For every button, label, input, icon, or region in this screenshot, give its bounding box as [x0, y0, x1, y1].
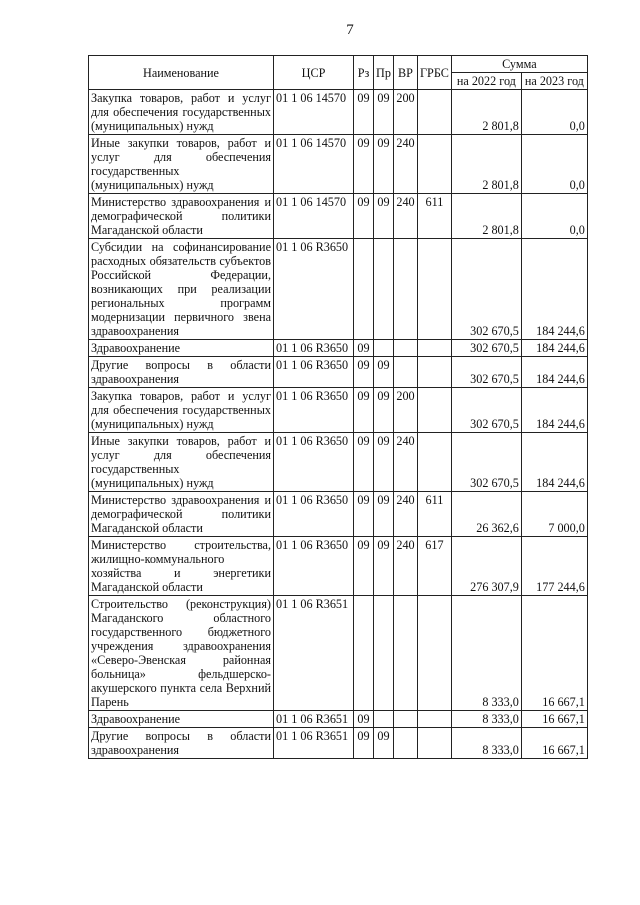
cell-amount-2023: 184 244,6 [521, 433, 587, 492]
cell-name: Строительство (реконструкция) Магаданского областного государственного бюджетного учреждения здравоохранения «Северо-Эвенская районная больница» фельдшерско-акушерского пункта села Верхний Парень [89, 596, 274, 711]
cell-rz: 09 [354, 135, 374, 194]
cell-amount-2022: 8 333,0 [451, 728, 521, 759]
cell-grbs: 611 [418, 194, 452, 239]
cell-amount-2022: 8 333,0 [451, 596, 521, 711]
cell-vr: 240 [394, 135, 418, 194]
cell-amount-2022: 2 801,8 [451, 135, 521, 194]
cell-rz: 09 [354, 433, 374, 492]
cell-amount-2023: 16 667,1 [521, 728, 587, 759]
cell-amount-2022: 26 362,6 [451, 492, 521, 537]
cell-pr [374, 596, 394, 711]
cell-amount-2022: 302 670,5 [451, 239, 521, 340]
cell-grbs [418, 596, 452, 711]
cell-rz: 09 [354, 357, 374, 388]
cell-rz: 09 [354, 711, 374, 728]
header-pr: Пр [374, 56, 394, 90]
cell-name: Закупка товаров, работ и услуг для обеспечения государственных (муниципальных) нужд [89, 388, 274, 433]
table-row [89, 90, 588, 135]
cell-name: Министерство здравоохранения и демографической политики Магаданской области [89, 194, 274, 239]
cell-rz: 09 [354, 537, 374, 596]
table-row [89, 357, 588, 388]
table-row [89, 194, 588, 239]
cell-vr: 240 [394, 433, 418, 492]
cell-rz: 09 [354, 492, 374, 537]
cell-name: Здравоохранение [89, 340, 274, 357]
cell-vr: 200 [394, 90, 418, 135]
cell-amount-2022: 8 333,0 [451, 711, 521, 728]
table-header [89, 56, 588, 90]
cell-grbs [418, 388, 452, 433]
header-grbs: ГРБС [418, 56, 452, 90]
cell-amount-2023: 7 000,0 [521, 492, 587, 537]
table-row [89, 135, 588, 194]
cell-csr: 01 1 06 R3650 [274, 340, 354, 357]
page-number: 7 [346, 22, 354, 38]
cell-pr: 09 [374, 90, 394, 135]
cell-amount-2022: 302 670,5 [451, 340, 521, 357]
cell-grbs: 611 [418, 492, 452, 537]
header-rz: Рз [354, 56, 374, 90]
cell-rz: 09 [354, 340, 374, 357]
cell-vr [394, 728, 418, 759]
cell-pr: 09 [374, 388, 394, 433]
cell-amount-2022: 302 670,5 [451, 357, 521, 388]
cell-pr [374, 239, 394, 340]
cell-csr: 01 1 06 14570 [274, 135, 354, 194]
cell-grbs [418, 340, 452, 357]
table-row [89, 596, 588, 711]
cell-vr: 240 [394, 194, 418, 239]
header-year-2023: на 2023 год [521, 73, 587, 90]
table-row [89, 433, 588, 492]
cell-pr: 09 [374, 728, 394, 759]
cell-pr: 09 [374, 357, 394, 388]
cell-csr: 01 1 06 R3650 [274, 357, 354, 388]
cell-name: Министерство строительства, жилищно-коммунального хозяйства и энергетики Магаданской области [89, 537, 274, 596]
cell-pr: 09 [374, 492, 394, 537]
cell-amount-2023: 0,0 [521, 90, 587, 135]
cell-amount-2023: 184 244,6 [521, 340, 587, 357]
cell-csr: 01 1 06 R3650 [274, 433, 354, 492]
cell-amount-2023: 184 244,6 [521, 239, 587, 340]
cell-amount-2023: 16 667,1 [521, 596, 587, 711]
cell-vr: 200 [394, 388, 418, 433]
header-sum: Сумма [451, 56, 587, 73]
cell-name: Министерство здравоохранения и демографической политики Магаданской области [89, 492, 274, 537]
cell-vr [394, 357, 418, 388]
cell-amount-2023: 184 244,6 [521, 388, 587, 433]
cell-vr [394, 596, 418, 711]
cell-amount-2023: 16 667,1 [521, 711, 587, 728]
table-body [89, 90, 588, 759]
cell-pr: 09 [374, 194, 394, 239]
cell-grbs [418, 728, 452, 759]
cell-csr: 01 1 06 R3650 [274, 537, 354, 596]
cell-csr: 01 1 06 14570 [274, 194, 354, 239]
cell-amount-2022: 2 801,8 [451, 90, 521, 135]
cell-vr [394, 711, 418, 728]
cell-csr: 01 1 06 R3651 [274, 711, 354, 728]
cell-vr: 240 [394, 492, 418, 537]
cell-rz: 09 [354, 728, 374, 759]
cell-amount-2023: 184 244,6 [521, 357, 587, 388]
table-row [89, 537, 588, 596]
cell-pr: 09 [374, 135, 394, 194]
cell-name: Здравоохранение [89, 711, 274, 728]
cell-name: Другие вопросы в области здравоохранения [89, 357, 274, 388]
cell-grbs [418, 711, 452, 728]
header-name: Наименование [89, 56, 274, 90]
table-row [89, 711, 588, 728]
cell-csr: 01 1 06 R3650 [274, 239, 354, 340]
cell-amount-2022: 302 670,5 [451, 388, 521, 433]
table-row [89, 388, 588, 433]
cell-pr [374, 340, 394, 357]
cell-grbs [418, 433, 452, 492]
table-row [89, 239, 588, 340]
cell-amount-2023: 177 244,6 [521, 537, 587, 596]
header-vr: ВР [394, 56, 418, 90]
header-year-2022: на 2022 год [451, 73, 521, 90]
cell-pr: 09 [374, 433, 394, 492]
cell-name: Закупка товаров, работ и услуг для обеспечения государственных (муниципальных) нужд [89, 90, 274, 135]
cell-amount-2023: 0,0 [521, 194, 587, 239]
header-csr: ЦСР [274, 56, 354, 90]
cell-csr: 01 1 06 R3651 [274, 596, 354, 711]
cell-grbs [418, 90, 452, 135]
table-row [89, 340, 588, 357]
cell-csr: 01 1 06 R3651 [274, 728, 354, 759]
cell-csr: 01 1 06 R3650 [274, 388, 354, 433]
cell-vr [394, 340, 418, 357]
cell-grbs [418, 239, 452, 340]
cell-grbs [418, 357, 452, 388]
cell-pr [374, 711, 394, 728]
cell-csr: 01 1 06 R3650 [274, 492, 354, 537]
cell-vr [394, 239, 418, 340]
cell-name: Иные закупки товаров, работ и услуг для обеспечения государственных (муниципальных) нужд [89, 433, 274, 492]
cell-csr: 01 1 06 14570 [274, 90, 354, 135]
cell-amount-2022: 302 670,5 [451, 433, 521, 492]
cell-grbs: 617 [418, 537, 452, 596]
budget-table [88, 55, 588, 759]
cell-amount-2022: 2 801,8 [451, 194, 521, 239]
cell-name: Другие вопросы в области здравоохранения [89, 728, 274, 759]
cell-rz [354, 596, 374, 711]
cell-rz: 09 [354, 194, 374, 239]
cell-grbs [418, 135, 452, 194]
cell-amount-2022: 276 307,9 [451, 537, 521, 596]
cell-rz [354, 239, 374, 340]
cell-rz: 09 [354, 388, 374, 433]
cell-name: Субсидии на софинансирование расходных обязательств субъектов Российской Федерации, возникающих при реализации региональных программ модернизации первичного звена здравоохранения [89, 239, 274, 340]
cell-amount-2023: 0,0 [521, 135, 587, 194]
table-row [89, 492, 588, 537]
cell-vr: 240 [394, 537, 418, 596]
table-row [89, 728, 588, 759]
cell-pr: 09 [374, 537, 394, 596]
cell-rz: 09 [354, 90, 374, 135]
cell-name: Иные закупки товаров, работ и услуг для обеспечения государственных (муниципальных) нужд [89, 135, 274, 194]
